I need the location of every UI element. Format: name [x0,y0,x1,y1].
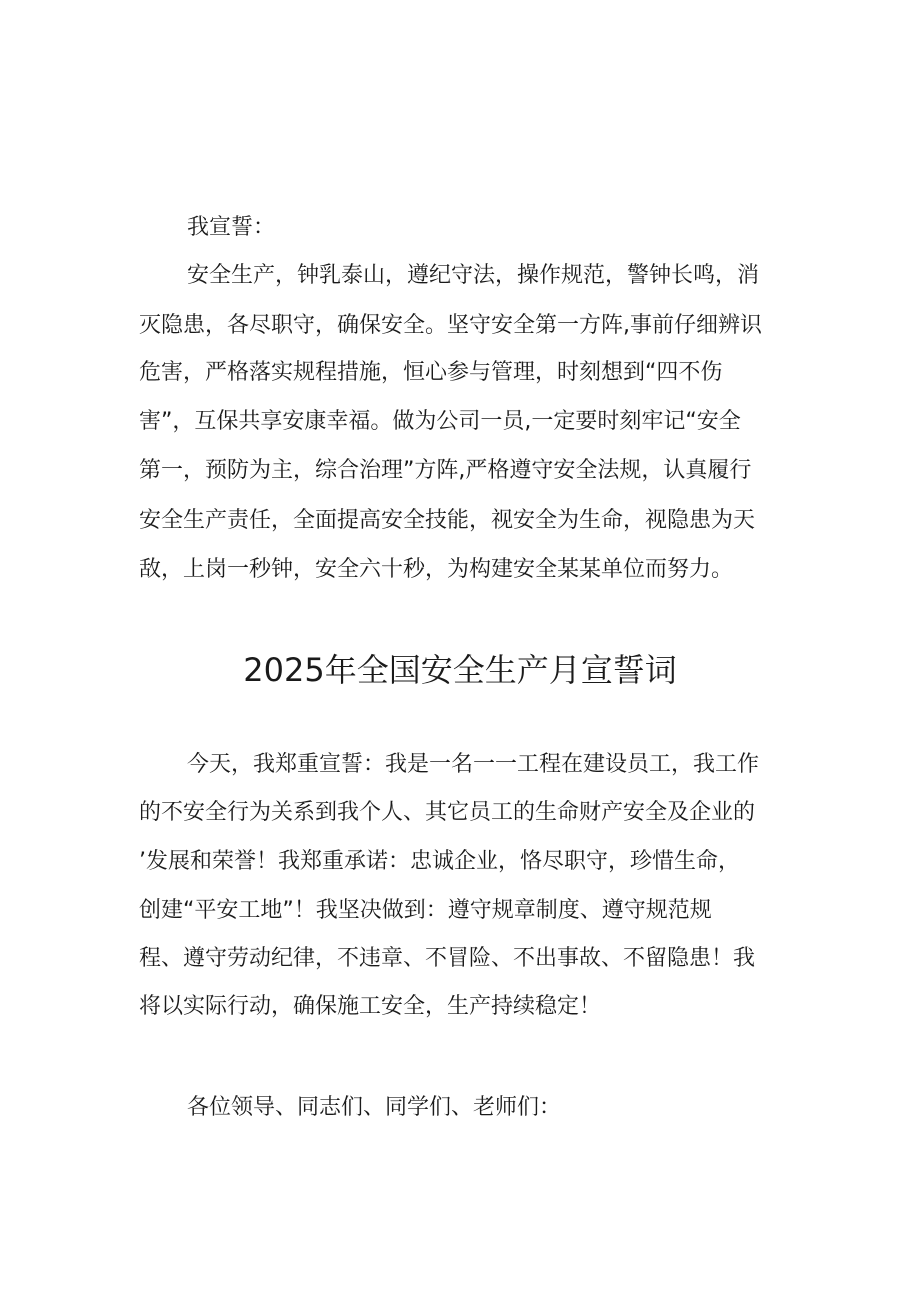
oath-paragraph-line: 敌，上岗一秒钟，安全六十秒，为构建安全某某单位而努力。 [139,557,734,582]
pledge-paragraph-line: 今天，我郑重宣誓：我是一名一一工程在建设员工，我工作 [187,752,760,777]
section-title: 2025年全国安全生产月宣誓词 [243,651,677,689]
oath-paragraph-line: 害”，互保共享安康幸福。做为公司一员,一定要时刻牢记“安全 [139,409,741,434]
pledge-paragraph-line: 将以实际行动，确保施工安全，生产持续稳定！ [139,994,602,1019]
pledge-paragraph-line: 创建“平安工地”！我坚决做到：遵守规章制度、遵守规范规 [139,898,712,923]
oath-paragraph-line: 危害，严格落实规程措施，恒心参与管理，时刻想到“四不伤 [139,360,723,385]
oath-paragraph-line: 灭隐患，各尽职守，确保安全。坚守安全第一方阵,事前仔细辨识 [139,313,762,338]
oath-paragraph-line: 第一，预防为主，综合治理”方阵,严格遵守安全法规，认真履行 [139,458,752,483]
pledge-paragraph-line: 的不安全行为关系到我个人、其它员工的生命财产安全及企业的 [139,800,756,825]
pledge-paragraph-line: ’发展和荣誉！我郑重承诺：忠诚企业，恪尽职守，珍惜生命， [139,849,740,874]
speech-greeting: 各位领导、同志们、同学们、老师们： [187,1095,562,1120]
oath-paragraph-line: 安全生产责任，全面提高安全技能，视安全为生命，视隐患为天 [139,508,756,533]
oath-greeting: 我宣誓： [187,215,276,240]
oath-paragraph-line: 安全生产，钟乳泰山，遵纪守法，操作规范，警钟长鸣，消 [187,263,760,288]
pledge-paragraph-line: 程、遵守劳动纪律，不违章、不冒险、不出事故、不留隐患！我 [139,946,756,971]
